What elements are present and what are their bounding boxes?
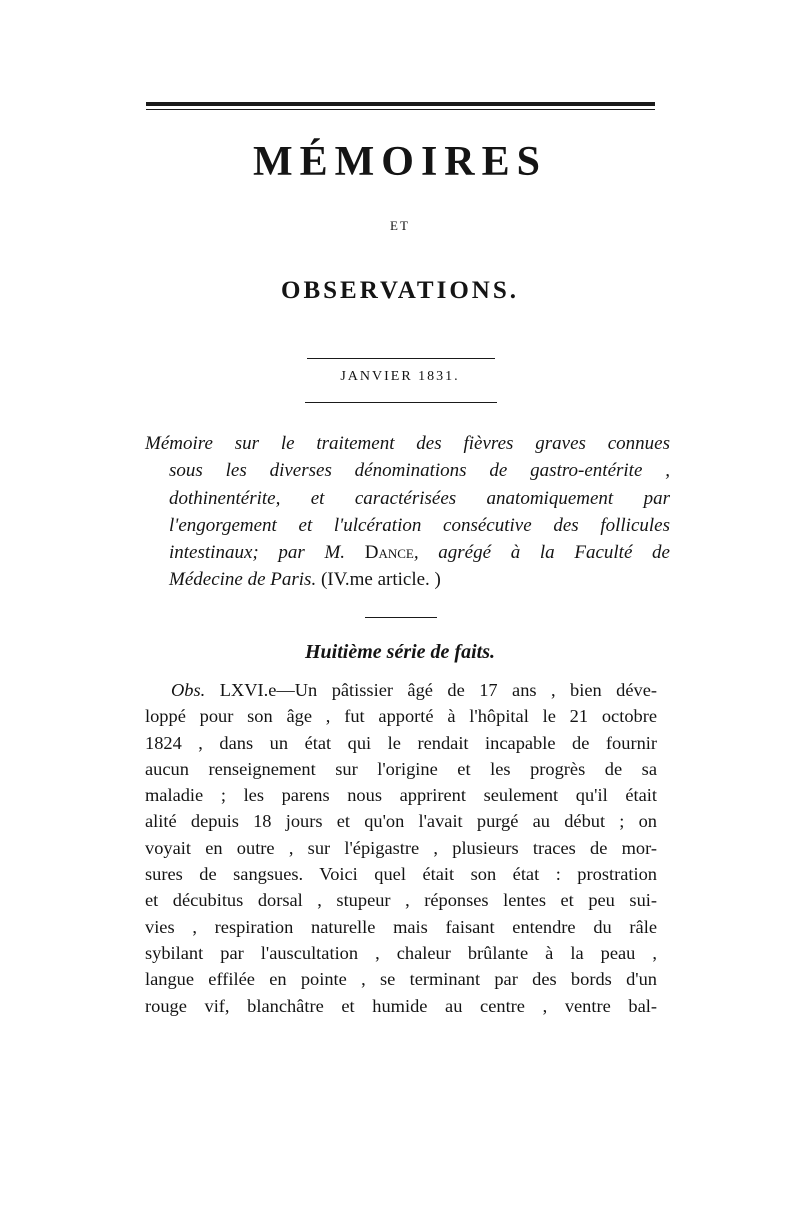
top-rule-thin bbox=[146, 109, 655, 110]
memoir-line: dothinentérite, et caractérisées anatomiquement par bbox=[169, 487, 670, 509]
observation-line: alité depuis 18 jours et qu'on l'avait purgé au début ; on bbox=[145, 811, 657, 832]
memoir-line-author bbox=[169, 539, 670, 566]
observation-number: LXVI.e— bbox=[219, 680, 295, 700]
date-rule-top bbox=[307, 358, 495, 359]
observation-line: vies , respiration naturelle mais faisant entendre du râle bbox=[145, 916, 657, 937]
observation-label: Obs. bbox=[171, 680, 206, 700]
memoir-title-block bbox=[145, 430, 670, 594]
memoir-line: Mémoire sur le traitement des fièvres graves connues bbox=[145, 433, 670, 454]
title-conjunction: ET bbox=[390, 218, 410, 233]
memoir-line: l'engorgement et l'ulcération consécutive des follicules bbox=[169, 514, 670, 536]
date-rule-bottom bbox=[305, 402, 497, 403]
observation-line: langue effilée en pointe , se terminant par des bords d'un bbox=[145, 969, 657, 990]
observation-line: aucun renseignement sur l'origine et les progrès de sa bbox=[145, 758, 657, 779]
observation-line: rouge vif, blanchâtre et humide au centre , ventre bal- bbox=[145, 995, 657, 1016]
section-divider bbox=[365, 617, 437, 618]
observation-line: et décubitus dorsal , stupeur , réponses lentes et peu sui- bbox=[145, 890, 657, 911]
page-title: MÉMOIRES bbox=[252, 139, 547, 185]
observation-first-line bbox=[145, 677, 657, 703]
memoir-line-prefix: intestinaux; par M. bbox=[169, 542, 346, 564]
memoir-author: Dance bbox=[364, 542, 414, 564]
issue-date: JANVIER 1831. bbox=[340, 369, 460, 384]
memoir-line-final bbox=[169, 566, 670, 593]
observation-line: maladie ; les parens nous apprirent seulement qu'il était bbox=[145, 785, 657, 806]
observation-line: 1824 , dans un état qui le rendait incapable de fournir bbox=[145, 732, 657, 753]
page-subtitle: OBSERVATIONS. bbox=[281, 277, 519, 304]
observation-line: sures de sangsues. Voici quel était son état : prostration bbox=[145, 864, 657, 885]
observation-paragraph bbox=[145, 677, 657, 1019]
memoir-line-prefix: Médecine de Paris. bbox=[169, 569, 317, 591]
section-heading: Huitième série de faits. bbox=[305, 641, 495, 663]
observation-line: loppé pour son âge , fut apporté à l'hôpital le 21 octobre bbox=[145, 706, 657, 727]
memoir-author-affiliation: , agrégé à la Faculté de bbox=[413, 542, 670, 564]
observation-line: voyait en outre , sur l'épigastre , plusieurs traces de mor- bbox=[145, 837, 657, 858]
memoir-article-number: (IV.me article. ) bbox=[320, 569, 441, 591]
observation-line-text: Un pâtissier âgé de 17 ans , bien déve- bbox=[294, 680, 657, 700]
top-rule-thick bbox=[146, 102, 655, 106]
memoir-line: sous les diverses dénominations de gastro-entérite , bbox=[169, 460, 670, 482]
observation-line: sybilant par l'auscultation , chaleur brûlante à la peau , bbox=[145, 942, 657, 963]
